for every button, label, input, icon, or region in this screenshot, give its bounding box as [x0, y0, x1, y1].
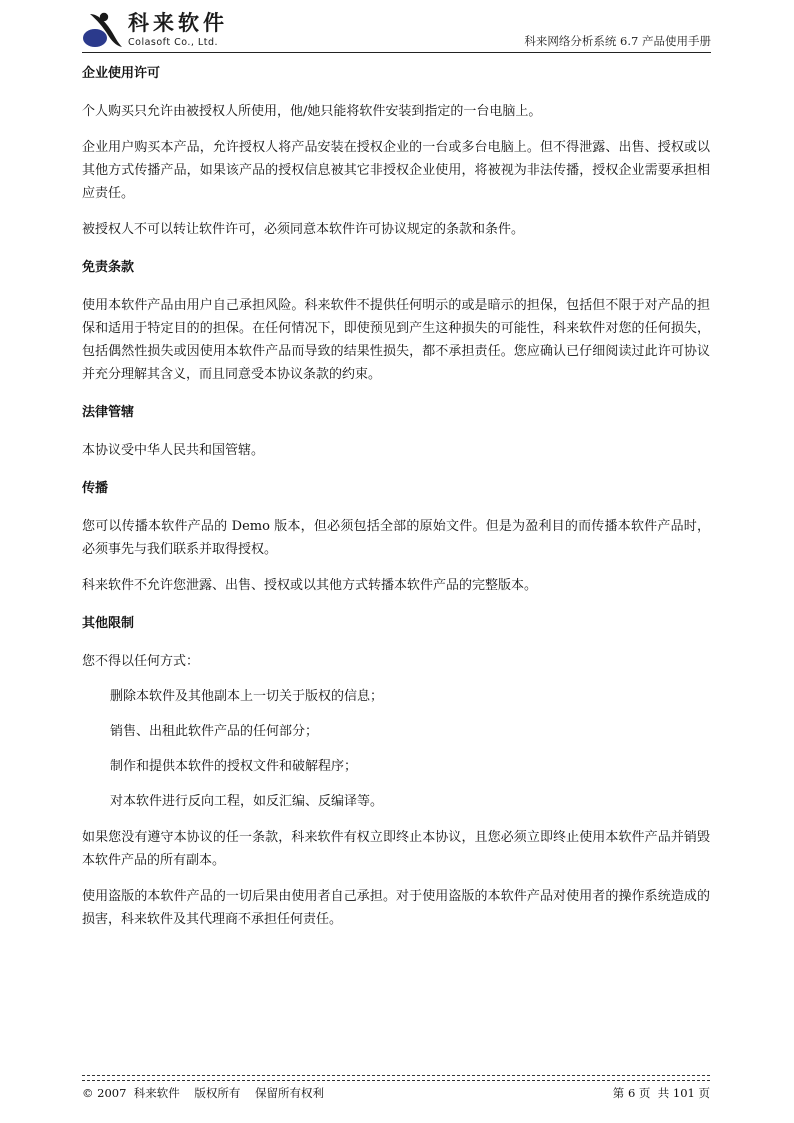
list-item: 销售、出租此软件产品的任何部分；	[110, 724, 319, 739]
list-item: 删除本软件及其他副本上一切关于版权的信息；	[110, 689, 384, 704]
logo-english-name: Colasoft Co., Ltd.	[128, 37, 218, 48]
section-heading: 其他限制	[82, 616, 135, 631]
paragraph: 您不得以任何方式：	[82, 654, 200, 669]
section-heading: 传播	[82, 481, 109, 496]
paragraph: 被授权人不可以转让软件许可，必须同意本软件许可协议规定的条款和条件。	[82, 222, 525, 237]
colasoft-logo-icon	[82, 10, 124, 50]
paragraph: 本协议受中华人民共和国管辖。	[82, 443, 265, 458]
paragraph: 个人购买只允许由被授权人所使用，他/她只能将软件安装到指定的一台电脑上。	[82, 104, 542, 119]
page-number: 第 6 页 共 101 页	[612, 1086, 710, 1100]
document-title: 科来网络分析系统 6.7 产品使用手册	[524, 34, 711, 48]
page-body	[82, 60, 710, 931]
paragraph: 科来软件不允许您泄露、出售、授权或以其他方式转播本软件产品的完整版本。	[82, 578, 538, 593]
list-item: 制作和提供本软件的授权文件和破解程序；	[110, 759, 358, 774]
copyright-notice: © 2007 科来软件 版权所有 保留所有权利	[82, 1086, 324, 1100]
section-heading: 法律管辖	[82, 405, 135, 420]
paragraph: 使用盗版的本软件产品的一切后果由使用者自己承担。对于使用盗版的本软件产品对使用者的操作系统造成的损害，科来软件及其代理商不承担任何责任。	[82, 889, 710, 927]
paragraph: 企业用户购买本产品，允许授权人将产品安装在授权企业的一台或多台电脑上。但不得泄露、出售、授权或以其他方式传播产品，如果该产品的授权信息被其它非授权企业使用，将被视为非法传播，授权企业需要承担相应责任。	[82, 140, 710, 201]
section-heading: 企业使用许可	[82, 66, 161, 81]
paragraph: 您可以传播本软件产品的 Demo 版本，但必须包括全部的原始文件。但是为盈利目的而传播本软件产品时，必须事先与我们联系并取得授权。	[82, 519, 710, 557]
paragraph: 如果您没有遵守本协议的任一条款，科来软件有权立即终止本协议，且您必须立即终止使用本软件产品并销毁本软件产品的所有副本。	[82, 830, 710, 868]
section-heading: 免责条款	[82, 260, 135, 275]
page-header	[82, 8, 711, 53]
paragraph: 使用本软件产品由用户自己承担风险。科来软件不提供任何明示的或是暗示的担保，包括但不限于对产品的担保和适用于特定目的的担保。在任何情况下，即使预见到产生这种损失的可能性，科来软件对您的任何损失，包括偶然性损失或因使用本软件产品而导致的结果性损失，都不承担责任。您应确认已仔细阅读过此许可协议并充分理解其含义，而且同意受本协议条款的约束。	[82, 298, 710, 382]
logo-chinese-name: 科来软件	[128, 11, 228, 35]
list-item: 对本软件进行反向工程，如反汇编、反编译等。	[110, 794, 384, 809]
company-logo	[82, 10, 232, 50]
footer-divider	[82, 1075, 710, 1076]
footer-divider	[82, 1080, 710, 1081]
